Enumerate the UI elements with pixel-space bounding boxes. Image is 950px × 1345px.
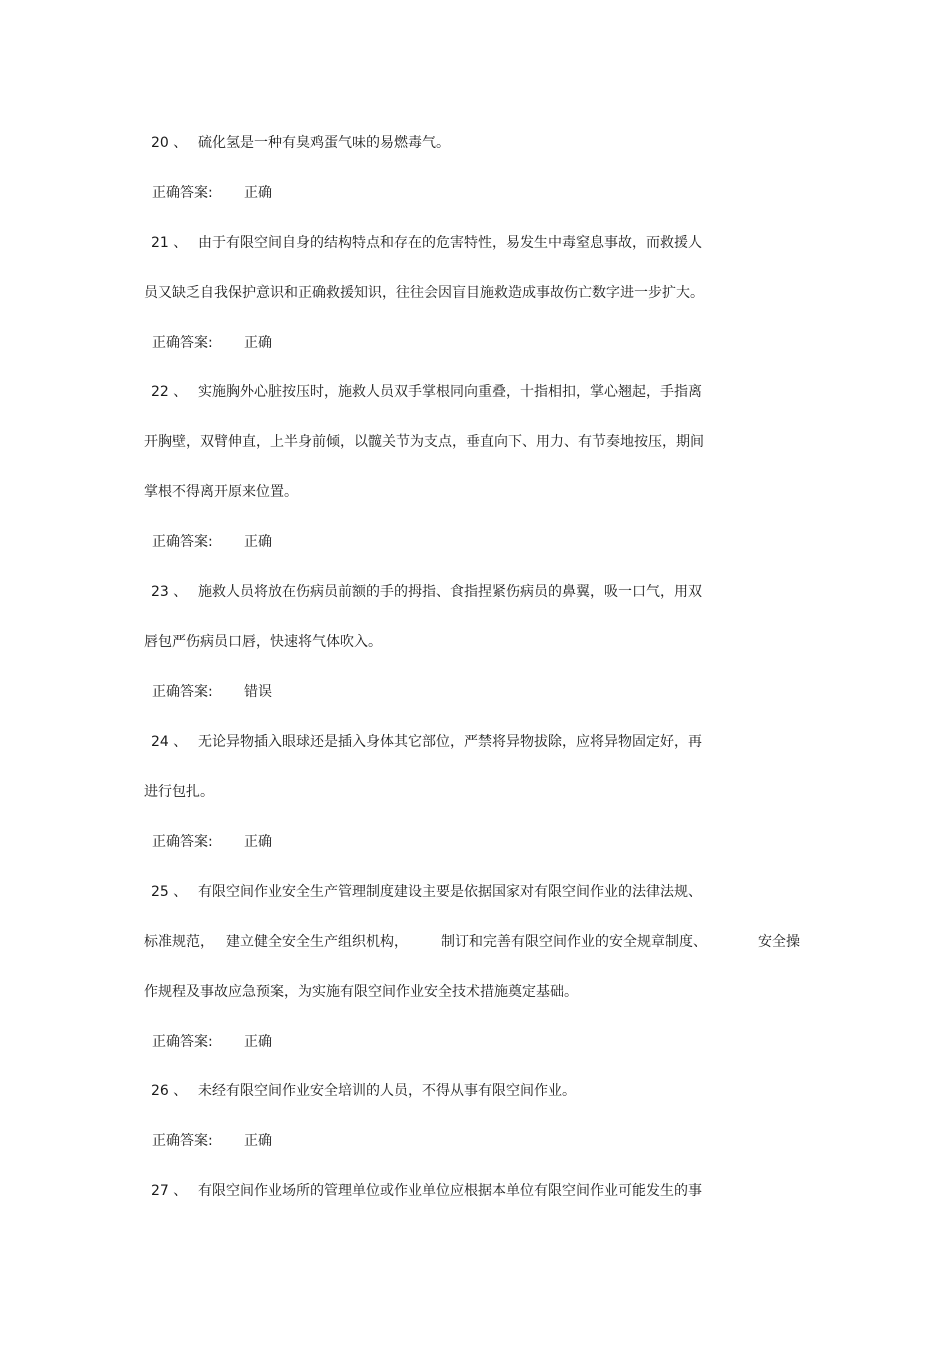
question-number: 25 、: [151, 884, 188, 900]
question-text: 施救人员将放在伤病员前额的手的拇指、食指捏紧伤病员的鼻翼，吸一口气，用双: [198, 584, 702, 600]
answer-value: 正确: [244, 185, 272, 201]
answer-label: 正确答案:: [152, 534, 213, 550]
question-text-segment: 标准规范，: [144, 934, 214, 950]
answer-label: 正确答案:: [152, 185, 213, 201]
answer-value: 正确: [244, 1034, 272, 1050]
answer-label: 正确答案:: [152, 684, 213, 700]
question-text-segment: 安全操: [758, 934, 800, 950]
question-text-segment: 建立健全安全生产组织机构，: [226, 934, 408, 950]
question-number: 20 、: [151, 135, 188, 151]
answer-label: 正确答案:: [152, 834, 213, 850]
question-text: 无论异物插入眼球还是插入身体其它部位，严禁将异物拔除，应将异物固定好，再: [198, 734, 702, 750]
question-text: 员又缺乏自我保护意识和正确救援知识，往往会因盲目施救造成事故伤亡数字进一步扩大。: [144, 285, 704, 301]
answer-value: 正确: [244, 834, 272, 850]
answer-value: 错误: [244, 684, 272, 700]
question-text: 实施胸外心脏按压时，施救人员双手掌根同向重叠，十指相扣，掌心翘起，手指离: [198, 384, 702, 400]
question-number: 27 、: [151, 1183, 188, 1199]
question-text-segment: 制订和完善有限空间作业的安全规章制度、: [441, 934, 707, 950]
question-text: 作规程及事故应急预案，为实施有限空间作业安全技术措施奠定基础。: [144, 984, 578, 1000]
question-text: 掌根不得离开原来位置。: [144, 484, 298, 500]
question-text: 由于有限空间自身的结构特点和存在的危害特性，易发生中毒窒息事故，而救援人: [198, 235, 702, 251]
answer-value: 正确: [244, 335, 272, 351]
question-text: 进行包扎。: [144, 784, 214, 800]
answer-label: 正确答案:: [152, 1034, 213, 1050]
answer-value: 正确: [244, 1133, 272, 1149]
question-text: 硫化氢是一种有臭鸡蛋气味的易燃毒气。: [198, 135, 450, 151]
question-number: 22 、: [151, 384, 188, 400]
answer-label: 正确答案:: [152, 1133, 213, 1149]
question-text: 开胸壁，双臂伸直，上半身前倾，以髋关节为支点，垂直向下、用力、有节奏地按压，期间: [144, 434, 704, 450]
question-number: 21 、: [151, 235, 188, 251]
question-number: 23 、: [151, 584, 188, 600]
question-text: 有限空间作业安全生产管理制度建设主要是依据国家对有限空间作业的法律法规、: [198, 884, 702, 900]
question-text: 未经有限空间作业安全培训的人员，不得从事有限空间作业。: [198, 1083, 576, 1099]
answer-value: 正确: [244, 534, 272, 550]
question-text: 唇包严伤病员口唇，快速将气体吹入。: [144, 634, 382, 650]
answer-label: 正确答案:: [152, 335, 213, 351]
question-number: 24 、: [151, 734, 188, 750]
question-text: 有限空间作业场所的管理单位或作业单位应根据本单位有限空间作业可能发生的事: [198, 1183, 702, 1199]
question-number: 26 、: [151, 1083, 188, 1099]
